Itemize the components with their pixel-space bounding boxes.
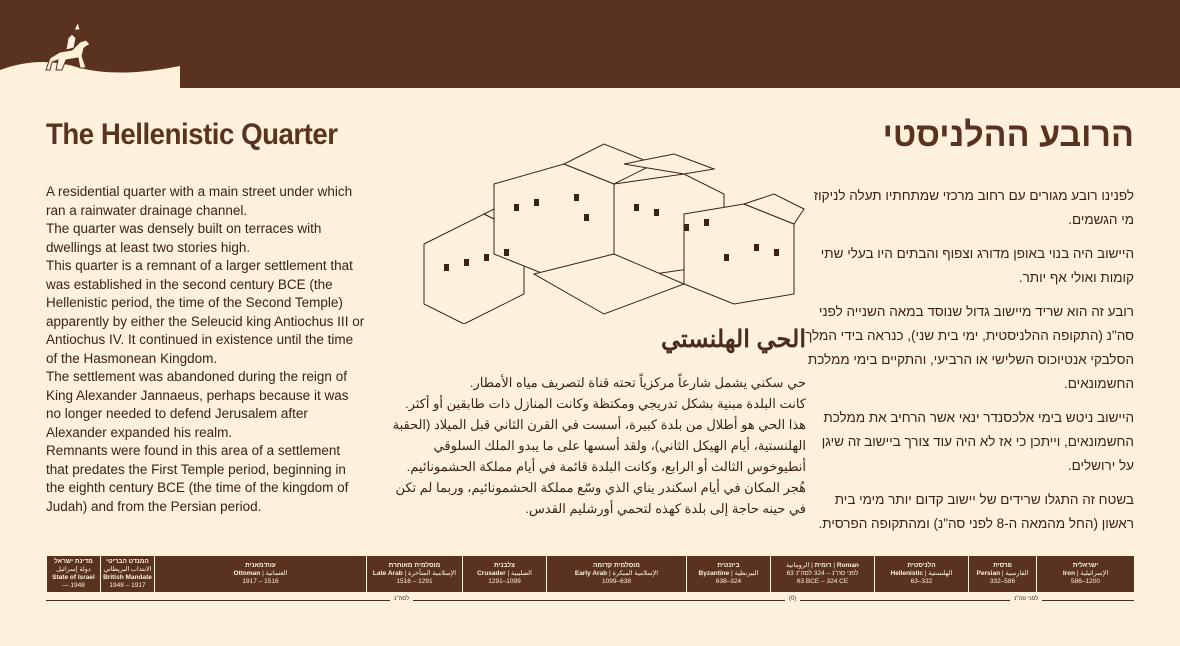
period-en: Iron [1062,570,1076,577]
period-ar: الإسلامية المبكرة [612,570,659,577]
ar-paragraph: هُجر المكان في أيام اسكندر يناي الذي وسّع مملكة الحشمونائيم، وربما لم تكن في حينه حاجة إلى بلدة كهذه لتحمي أورشليم القدس. [395,480,806,516]
ar-paragraph: كانت البلدة مبنية بشكل تدريجي ومكتظة وكانت المنازل ذات طابقين أو أكثر. [404,396,806,411]
period-he: ישראלית [1072,562,1099,569]
period-segment: ישראלית Iron | الإسرائيلية 586–1200 [1036,556,1134,592]
reconstruction-sketch-icon [384,124,824,324]
en-paragraph: The settlement was abandoned during the reign of King Alexander Jannaeus, perhaps because it was no longer needed to defend Jerusalem after Alexander expanded his realm. [46,369,349,440]
period-segment: מוסלמית מאוחרת Late Arab | الإسلامية المتأخرة 1516 – 1291 [366,556,462,592]
period-segment: הלניסטית Hellenistic | الهلنستية 63–332 [874,556,968,592]
body-english [46,183,366,516]
period-en: Crusader [477,570,506,577]
period-en: Roman [836,562,859,569]
period-ar: دولة إسرائيل [56,566,91,573]
title-arabic: الحي الهلنستي [660,326,806,353]
he-paragraph: לפנינו רובע מגורים עם רחוב מרכזי שמתחתיו תעלה לניקוז מי הגשמים. [813,188,1134,227]
en-paragraph: This quarter is a remnant of a larger settlement that was established in the second century BCE (the Hellenistic period, the time of the Second Temple) apparently by either the Seleucid king Antiochus III or Antiochus IV. It continued in existence until the time of the Hasmonean Kingdom. [46,258,365,366]
axis-label-zero: (0) [785,596,800,602]
period-segment: צלבנית Crusader | الصليبية 1291–1099 [462,556,546,592]
period-he: מוסלמית קדומה [593,562,640,569]
period-he: מדינת ישראל [54,558,93,565]
period-segment: ביזנטית Byzantine | البيزنطية 638–324 [686,556,770,592]
ar-paragraph: حي سكني يشمل شارعاً مركزياً تحته قناة لتصريف مياه الأمطار. [469,375,806,390]
period-ar: الهلنستية [928,570,953,577]
period-ar: الإسرائيلية [1080,570,1109,577]
period-dates: 63 לפני סה"נ – 324 לסה"נ [786,570,859,577]
period-ar: الرومانية [786,562,810,569]
period-dates: 586–1200 [1071,578,1100,585]
en-paragraph: Remnants were found in this area of a settlement that predates the First Temple period, beginning in the eighth century BCE (the time of the kingdom of Judah) and from the Persian period. [46,443,349,514]
en-paragraph: The quarter was densely built on terraces with dwellings at least two stories high. [46,221,322,255]
period-en: Early Arab [574,570,608,577]
period-ar: الإسلامية المتأخرة [407,570,457,577]
period-dates: 63–332 [910,578,933,585]
period-dates: 1948 – 1917 [109,582,146,589]
period-he: פרסית [993,562,1012,569]
period-he: הלניסטית [907,562,936,569]
period-dates: 638–324 [715,578,742,585]
period-timeline [46,556,1134,592]
period-en: Hellenistic [890,570,924,577]
period-he: ביזנטית [717,562,740,569]
he-paragraph: רובע זה הוא שריד מיישוב גדול שנוסד במאה השנייה לפני סה"נ (התקופה ההלניסטית, ימי בית שני), כנראה בידי המלך הסלבקי אנטיוכוס השלישי או הרביעי, והתקיים בימי ממלכת החשמונאים. [805,304,1134,391]
period-he: מוסלמית מאוחרת [388,562,441,569]
body-arabic [376,372,806,519]
period-he: רומית [814,562,832,569]
ar-paragraph: هذا الحي هو أطلال من بلدة كبيرة، أسست في القرن الثاني قبل الميلاد (الحقبة الهلنستية، أيام الهيكل الثاني)، ولقد أسسها على ما يبدو الملك السلوقي أنطيوخوس الثالث أو الرابع، وكانت البلدة قائمة في أيام مملكة الحشمونائيم. [392,417,806,474]
title-hebrew: הרובע ההלניסטי [882,116,1134,154]
period-segment: מוסלמית קדומה Early Arab | الإسلامية المبكرة 1099–638 [546,556,686,592]
period-he: המנדט הבריטי [106,558,149,565]
axis-label-bce: לפני סה"נ [1010,596,1042,602]
period-ar: الصليبية [510,570,532,577]
period-en: State of Israel [52,574,95,581]
period-ar: الفارسية [1005,570,1029,577]
period-he: צלבנית [493,562,515,569]
period-segment: פרסית Persian | الفارسية 332–586 [968,556,1036,592]
period-dates: — 1948 [62,582,85,589]
period-dates: 1291–1099 [488,578,521,585]
he-paragraph: בשטח זה התגלו שרידים של יישוב קדום יותר מימי בית ראשון (החל מהמאה ה-8 לפני סה"נ) ומהתקופה הפרסית. [818,492,1134,531]
axis-label-ce: לסה"נ [390,596,413,602]
he-paragraph: היישוב היה בנוי באופן מדורג וצפוף והבתים היו בעלי שתי קומות ואולי אף יותר. [820,246,1134,285]
period-he: עות'מאנית [245,562,276,569]
horseman-logo-icon [0,0,180,100]
period-dates: 332–586 [989,578,1016,585]
period-segment [46,556,100,592]
body-hebrew [804,184,1134,546]
title-english: The Hellenistic Quarter [46,118,338,151]
period-segment [100,556,154,592]
period-dates: 1516 – 1291 [396,578,433,585]
period-en: Persian [976,570,1001,577]
period-en: British Mandate [103,574,152,581]
period-dates: 1917 – 1516 [242,578,279,585]
he-paragraph: היישוב ניטש בימי אלכסנדר ינאי אשר הרחיב את ממלכת החשמונאים, וייתכן כי אז לא היה עוד צורך ביישוב זה שיגן על ירושלים. [821,410,1134,473]
period-en: Byzantine [698,570,730,577]
en-paragraph: A residential quarter with a main street under which ran a rainwater drainage channel. [46,184,353,218]
period-segment: עות'מאנית Ottoman | العثمانية 1917 – 1516 [154,556,366,592]
period-segment: רומית | الرومانية | Roman 63 לפני סה"נ – 324 לסה"נ 63 BCE – 324 CE [770,556,874,592]
period-dates-en: 63 BCE – 324 CE [796,578,849,585]
period-ar: الانتداب البريطاني [103,566,152,573]
period-dates: 1099–638 [602,578,631,585]
period-en: Late Arab [372,570,403,577]
timeline-axis [46,600,1134,603]
period-ar: العثمانية [265,570,288,577]
period-en: Ottoman [233,570,261,577]
period-ar: البيزنطية [734,570,759,577]
